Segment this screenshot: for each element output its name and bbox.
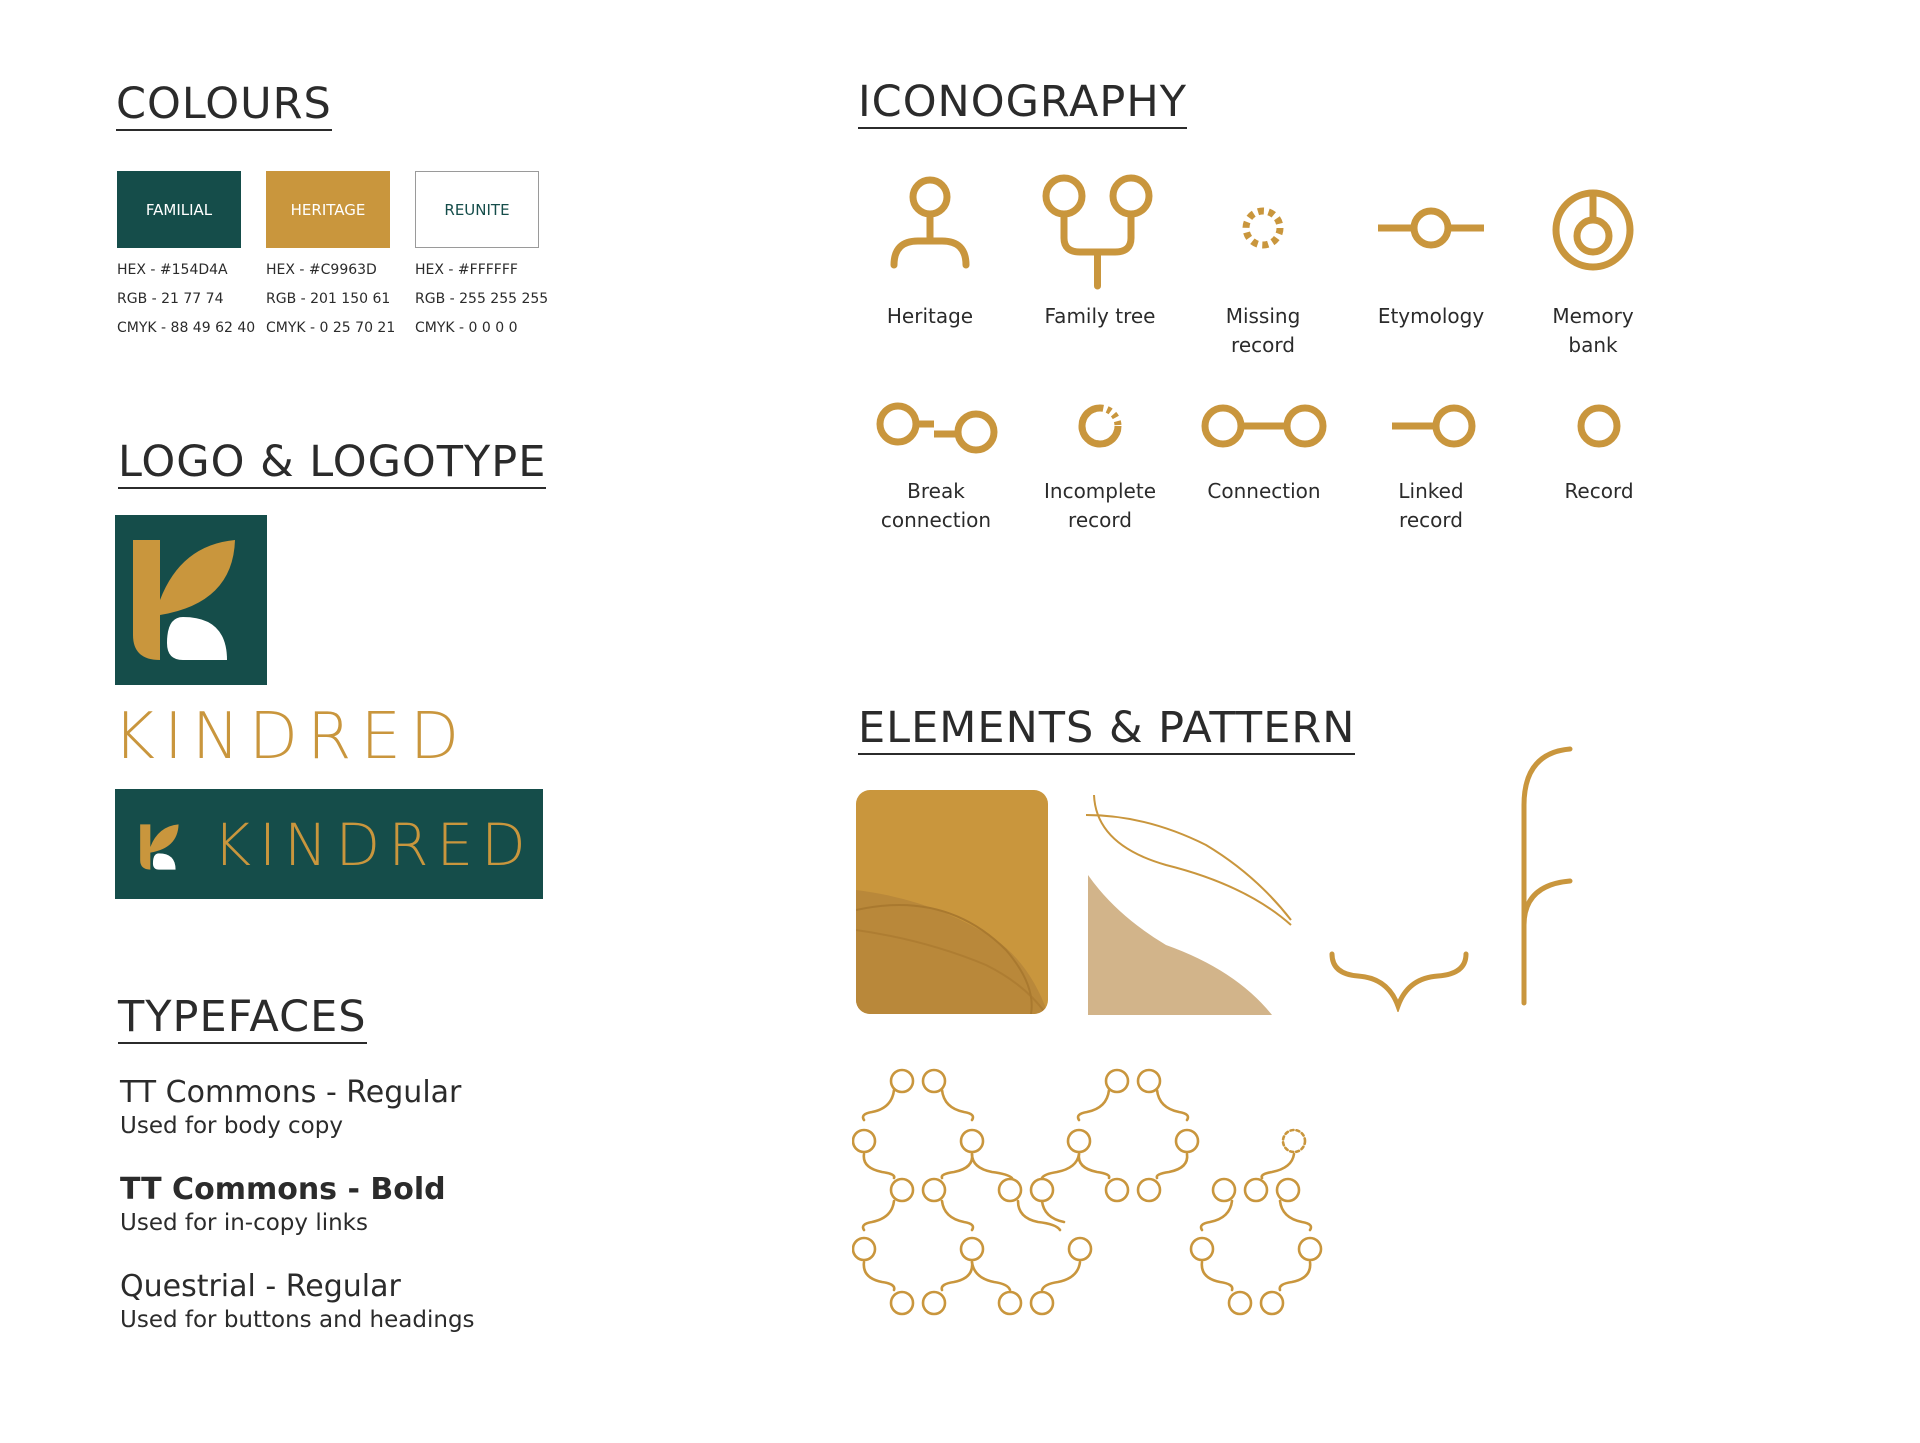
family-tree-pattern xyxy=(852,1068,1352,1350)
typeface-use: Used for in-copy links xyxy=(120,1210,368,1236)
swatch-name: REUNITE xyxy=(444,200,510,219)
etymology-icon xyxy=(1378,205,1484,251)
typeface-name: TT Commons - Regular xyxy=(120,1075,462,1110)
swatch-cmyk: CMYK - 0 25 70 21 xyxy=(266,320,396,336)
icon-label-heritage xyxy=(850,302,1010,331)
logo-mark xyxy=(115,515,267,685)
swatch-rgb: RGB - 201 150 61 xyxy=(266,291,391,307)
gold-tile-element xyxy=(856,790,1048,1014)
icon-label-record xyxy=(1519,477,1679,506)
branch-line-element xyxy=(1520,745,1580,1007)
icon-label-line: record xyxy=(1231,333,1295,357)
typeface-item xyxy=(120,1269,475,1335)
typeface-item xyxy=(120,1172,475,1238)
swatch-reunite xyxy=(415,171,548,343)
linked-record-icon xyxy=(1392,402,1476,450)
icon-label-linked-record xyxy=(1351,477,1511,535)
icon-label-etymology xyxy=(1351,302,1511,331)
swatch-familial-chip xyxy=(117,171,241,248)
icon-label-line: bank xyxy=(1568,333,1618,357)
typefaces-heading: TYPEFACES xyxy=(118,995,367,1044)
break-connection-icon xyxy=(876,402,1002,454)
logotype-wordmark: KINDRED xyxy=(113,700,469,774)
family-tree-icon xyxy=(1040,172,1155,290)
elements-heading: ELEMENTS & PATTERN xyxy=(858,706,1355,755)
icon-label-line: Heritage xyxy=(886,304,974,328)
leaf-curve-element xyxy=(1086,795,1298,1015)
icon-label-line: Missing xyxy=(1225,304,1301,328)
icon-label-connection xyxy=(1184,477,1344,506)
icon-label-line: connection xyxy=(880,508,992,532)
typeface-name: TT Commons - Bold xyxy=(120,1172,446,1207)
icon-label-break-connection xyxy=(856,477,1016,535)
icon-label-line: Memory xyxy=(1552,304,1634,328)
icon-label-line: Family tree xyxy=(1044,304,1156,328)
kindred-k-mark-icon xyxy=(115,515,267,685)
logo-heading: LOGO & LOGOTYPE xyxy=(118,440,546,489)
typeface-list xyxy=(120,1075,475,1335)
logo-lockup xyxy=(115,789,543,899)
record-icon xyxy=(1575,402,1623,450)
swatch-rgb: RGB - 255 255 255 xyxy=(415,291,549,307)
icon-label-family-tree xyxy=(1020,302,1180,331)
kindred-k-mark-icon xyxy=(133,815,191,879)
brace-curve-element xyxy=(1328,950,1470,1012)
swatch-hex: HEX - #154D4A xyxy=(117,262,228,278)
swatch-heritage-chip xyxy=(266,171,390,248)
typeface-item xyxy=(120,1075,475,1141)
swatch-name: FAMILIAL xyxy=(145,200,213,219)
icon-label-line: Incomplete xyxy=(1044,479,1156,503)
icon-label-line: Etymology xyxy=(1377,304,1485,328)
connection-icon xyxy=(1201,402,1327,450)
typeface-use: Used for buttons and headings xyxy=(120,1307,475,1333)
swatch-heritage xyxy=(266,171,395,343)
swatch-cmyk: CMYK - 0 0 0 0 xyxy=(415,320,518,336)
swatch-hex: HEX - #FFFFFF xyxy=(415,262,518,278)
swatch-cmyk: CMYK - 88 49 62 40 xyxy=(117,320,256,336)
icon-label-line: Connection xyxy=(1207,479,1321,503)
heritage-icon xyxy=(888,175,972,270)
missing-record-icon xyxy=(1240,205,1286,251)
swatch-reunite-chip xyxy=(415,171,539,248)
swatch-familial xyxy=(117,171,255,343)
icon-label-memory-bank xyxy=(1513,302,1673,360)
swatch-name: HERITAGE xyxy=(290,200,366,219)
lockup-wordmark: KINDRED xyxy=(213,811,534,879)
incomplete-record-icon xyxy=(1076,402,1124,450)
icon-label-line: record xyxy=(1399,508,1463,532)
icon-label-line: Break xyxy=(907,479,965,503)
icon-label-line: Record xyxy=(1564,479,1634,503)
memory-bank-icon xyxy=(1551,188,1635,272)
swatch-rgb: RGB - 21 77 74 xyxy=(117,291,224,307)
icon-label-incomplete-record xyxy=(1020,477,1180,535)
swatch-hex: HEX - #C9963D xyxy=(266,262,377,278)
typeface-name: Questrial - Regular xyxy=(120,1269,401,1304)
icon-label-line: record xyxy=(1068,508,1132,532)
icon-label-missing-record xyxy=(1183,302,1343,360)
colours-heading: COLOURS xyxy=(116,82,332,131)
iconography-heading: ICONOGRAPHY xyxy=(858,80,1187,129)
icon-label-line: Linked xyxy=(1398,479,1464,503)
typeface-use: Used for body copy xyxy=(120,1113,343,1139)
